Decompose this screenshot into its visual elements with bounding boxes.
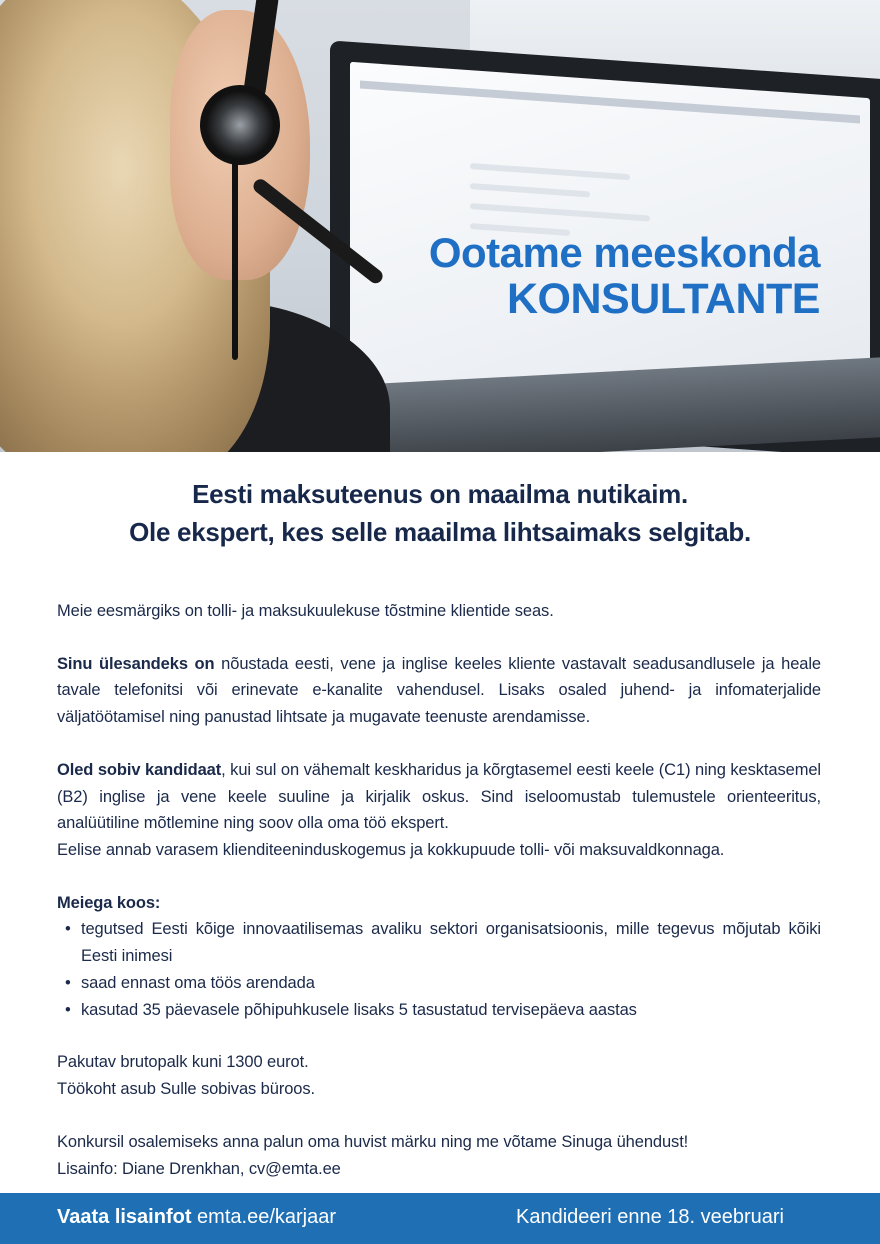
benefits-list <box>57 916 821 1023</box>
headset-cable <box>232 160 238 360</box>
salary-text: Pakutav brutopalk kuni 1300 eurot. <box>57 1053 309 1072</box>
headline-line2: Ole ekspert, kes selle maailma lihtsaimaks selgitab. <box>129 516 751 547</box>
intro-paragraph: Meie eesmärgiks on tolli- ja maksukuulekuse tõstmine klientide seas. <box>57 602 554 620</box>
location-text: Töökoht asub Sulle sobivas büroos. <box>57 1080 316 1099</box>
candidate-text: , kui sul on vähemalt keskharidus ja kõrgtasemel eesti keele (C1) ning kesktasemel (B2) inglise ja vene keele suuline ja kirjalik oskus. Sind iseloomustab tulemustele orienteeritus, analüütiline mõtlemine ning soov olla oma töö ekspert. <box>57 760 821 833</box>
advantage-paragraph: Eelise annab varasem klienditeeninduskogemus ja kokkupuude tolli- või maksuvaldkonnaga. <box>57 841 725 860</box>
more-info-label: Vaata lisainfot <box>57 1206 192 1228</box>
tasks-paragraph <box>57 651 821 731</box>
more-info-url[interactable]: emta.ee/karjaar <box>191 1206 337 1228</box>
with-us-heading: Meiega koos: <box>57 893 161 912</box>
tasks-text: nõustada eesti, vene ja inglise keeles kliente vastavalt seadusandlusele ja heale tavale telefonitsi või erinevate e-kanalite vahendusel. Lisaks osaled juhend- ja infomaterjalide väljatöötamisel ning panustad lihtsate ja mugavate teenuste arendamisse. <box>57 654 821 727</box>
tasks-label: Sinu ülesandeks on <box>57 654 215 673</box>
headline-line1: Eesti maksuteenus on maailma nutikaim. <box>192 479 688 509</box>
footer-bar <box>0 1193 880 1244</box>
hero-photo <box>0 0 880 452</box>
contest-text: Konkursil osalemiseks anna palun oma huvist märku ning me võtame Sinuga ühendust! <box>57 1132 689 1151</box>
more-info-link[interactable] <box>57 1206 336 1229</box>
candidate-paragraph <box>57 757 821 837</box>
list-item: • tegutsed Eesti kõige innovaatilisemas avaliku sektori organisatsioonis, mille tegevus mõjutab kõiki Eesti inimesi <box>57 916 821 969</box>
headline <box>0 476 880 551</box>
list-item: • kasutad 35 päevasele põhipuhkusele lisaks 5 tasustatud tervisepäeva aastas <box>57 997 821 1024</box>
contact-text: Lisainfo: Diane Drenkhan, cv@emta.ee <box>57 1159 341 1178</box>
deadline-text: Kandideeri enne 18. veebruari <box>516 1206 784 1228</box>
job-description <box>57 598 821 1182</box>
hero-title-line2: KONSULTANTE <box>507 275 820 324</box>
candidate-label: Oled sobiv kandidaat <box>57 760 222 779</box>
hero-title <box>429 230 820 323</box>
hero-title-line1: Ootame meeskonda <box>428 229 820 276</box>
headset-icon <box>200 85 280 165</box>
list-item: • saad ennast oma töös arendada <box>57 970 821 997</box>
